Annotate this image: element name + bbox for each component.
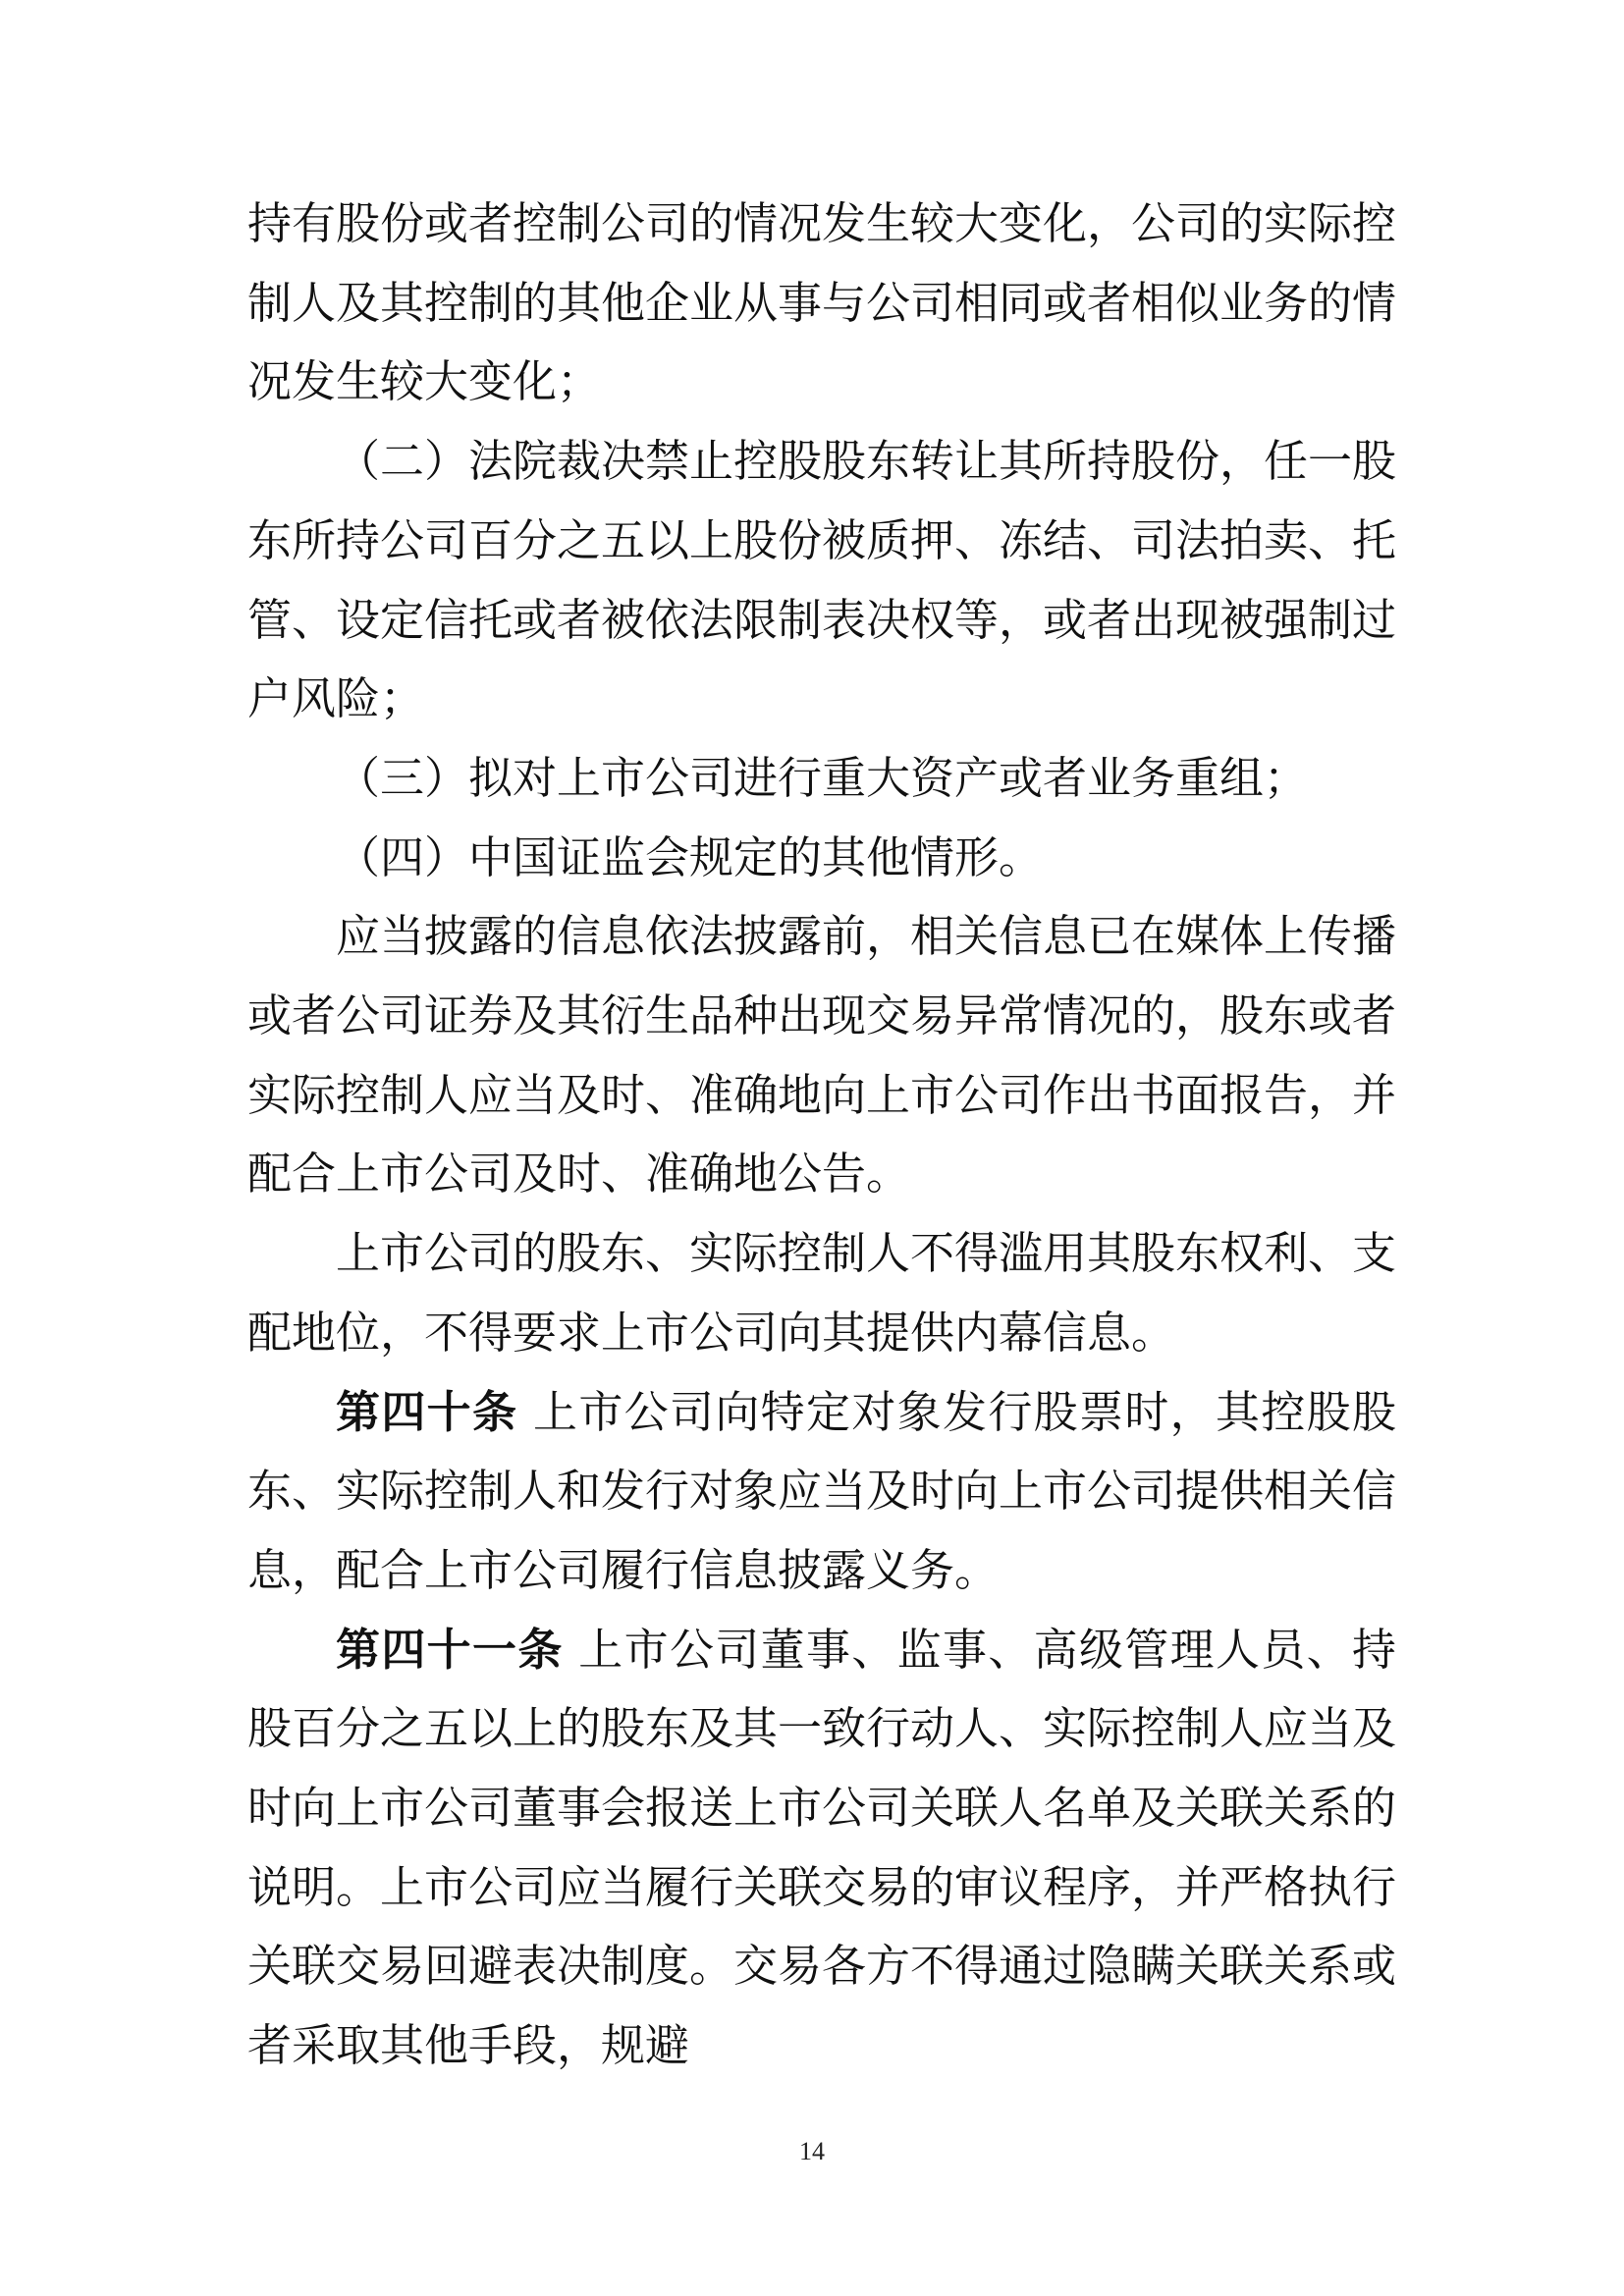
document-body	[247, 185, 1396, 2086]
article-40-text: 上市公司向特定对象发行股票时，其控股股东、实际控制人和发行对象应当及时向上市公司提供相关信息，配合上市公司履行信息披露义务。	[247, 1385, 1397, 1596]
article-41-text: 上市公司董事、监事、高级管理人员、持股百分之五以上的股东及其一致行动人、实际控制人应当及时向上市公司董事会报送上市公司关联人名单及关联关系的说明。上市公司应当履行关联交易的审议程序，并严格执行关联交易回避表决制度。交易各方不得通过隐瞒关联关系或者采取其他手段，规避	[247, 1623, 1397, 2072]
article-40	[247, 1373, 1396, 1611]
article-40-heading: 第四十条	[336, 1385, 518, 1438]
paragraph-5	[247, 897, 1396, 1214]
paragraph-1	[247, 185, 1396, 422]
paragraph-6-text: 上市公司的股东、实际控制人不得滥用其股东权利、支配地位，不得要求上市公司向其提供内幕信息。	[247, 1227, 1397, 1359]
article-41-heading: 第四十一条	[336, 1623, 564, 1676]
paragraph-4-text: （四）中国证监会规定的其他情形。	[336, 830, 1044, 883]
paragraph-5-text: 应当披露的信息依法披露前，相关信息已在媒体上传播或者公司证券及其衍生品种出现交易异常情况的，股东或者实际控制人应当及时、准确地向上市公司作出书面报告，并配合上市公司及时、准确地公告。	[247, 910, 1397, 1201]
paragraph-3	[247, 739, 1396, 819]
paragraph-2-text: （二）法院裁决禁止控股股东转让其所持股份，任一股东所持公司百分之五以上股份被质押、冻结、司法拍卖、托管、设定信托或者被依法限制表决权等，或者出现被强制过户风险；	[247, 435, 1397, 725]
paragraph-2	[247, 422, 1396, 739]
article-41	[247, 1611, 1396, 2086]
paragraph-3-text: （三）拟对上市公司进行重大资产或者业务重组；	[336, 751, 1309, 804]
paragraph-6	[247, 1214, 1396, 1372]
page-number: 14	[799, 2137, 825, 2165]
paragraph-4	[247, 819, 1396, 898]
paragraph-1-text: 持有股份或者控制公司的情况发生较大变化，公司的实际控制人及其控制的其他企业从事与公司相同或者相似业务的情况发生较大变化；	[247, 197, 1397, 408]
